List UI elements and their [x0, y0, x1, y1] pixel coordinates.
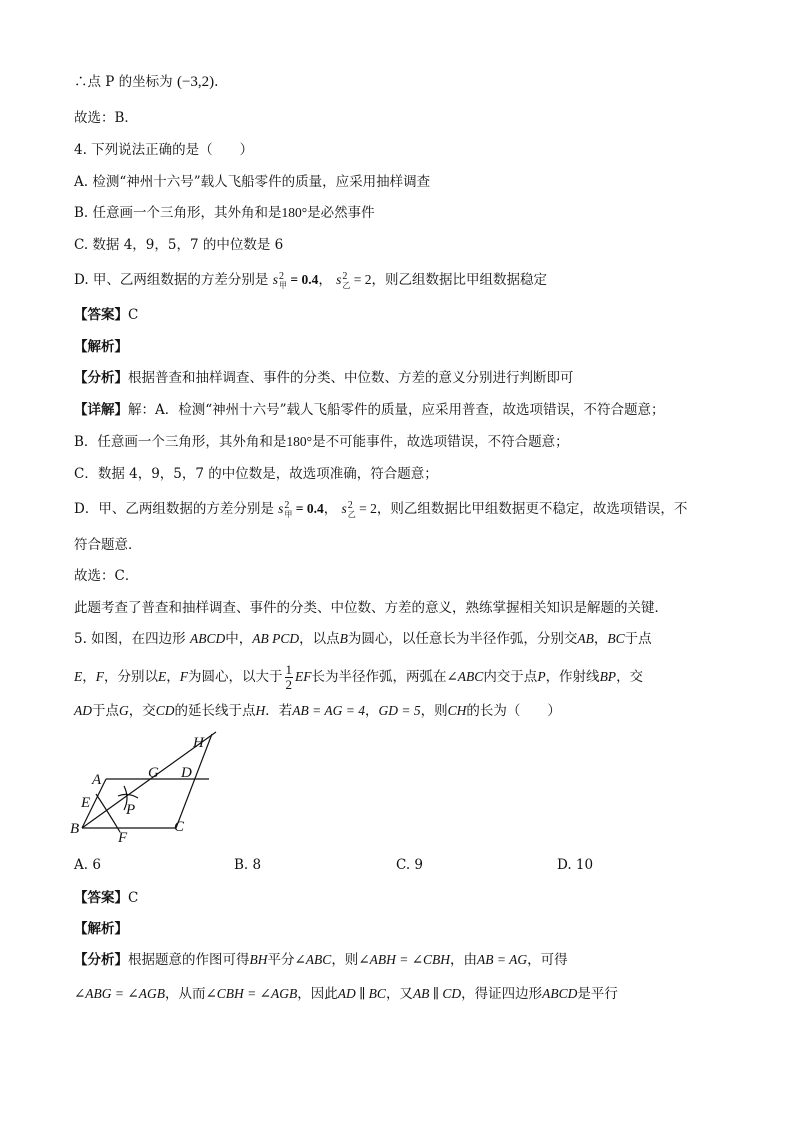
q5-analysis-heading: 【解析】: [74, 921, 128, 937]
q5-geometry-figure: [66, 728, 226, 846]
q4-detail-d: D．甲、乙两组数据的方差分别是 s 2 甲 = 0.4， s 2 乙 = 2，则乙组数据比甲组数据更不稳定，故选项错误，不: [74, 499, 688, 519]
q4-option-d: D. 甲、乙两组数据的方差分别是 s 2 甲 = 0.4， s 2 乙 = 2，则乙组数据比甲组数据稳定: [74, 270, 548, 290]
q4-choose: 故选：C．: [74, 568, 139, 584]
q3-coordinate-line: ∴点 P 的坐标为 (−3,2).: [74, 74, 219, 90]
q4-detail-a: 【详解】解：A．检测“神州十六号”载人飞船零件的质量，应采用普查，故选项错误，不符合题意；: [74, 402, 665, 418]
arc-EF: [96, 794, 120, 832]
label-B: B: [70, 821, 80, 837]
q5-option-b: B. 8: [234, 857, 262, 873]
q5-option-a: A. 6: [74, 857, 101, 873]
q3-coordinate: (−3,2): [176, 74, 215, 90]
q4-option-c: C. 数据 4，9，5，7 的中位数是 6: [74, 237, 284, 253]
label-G: G: [148, 765, 159, 781]
q4-answer: 【答案】C: [74, 307, 139, 323]
label-P: P: [126, 802, 136, 818]
label-A: A: [92, 772, 102, 788]
q5-option-d: D. 10: [557, 857, 594, 873]
q3-choose: 故选：B．: [74, 110, 138, 126]
q5-option-c: C. 9: [396, 857, 424, 873]
q4-detail-b: B．任意画一个三角形，其外角和是180°是不可能事件，故选项错误，不符合题意；: [74, 434, 569, 450]
q5-fenxi-line1: 【分析】根据题意的作图可得BH平分∠ABC，则∠ABH = ∠CBH，由AB = AG，可得: [74, 952, 568, 968]
label-D: D: [181, 765, 192, 781]
label-C: C: [174, 819, 185, 835]
q4-detail-d-cont: 符合题意．: [74, 537, 142, 553]
q4-summary: 此题考查了普查和抽样调查、事件的分类、中位数、方差的意义，熟练掌握相关知识是解题的关键．: [74, 600, 668, 616]
q5-stem-line3: AD于点G，交CD的延长线于点H．若AB = AG = 4，GD = 5，则CH的长为（ ）: [74, 703, 561, 719]
q4-analysis-heading: 【解析】: [74, 339, 128, 355]
q5-fenxi-line2: ∠ABG = ∠AGB，从而∠CBH = ∠AGB，因此AD ∥ BC，又AB ∥ CD，得证四边形ABCD是平行: [74, 986, 618, 1002]
q4-fenxi: 【分析】根据普查和抽样调查、事件的分类、中位数、方差的意义分别进行判断即可: [74, 370, 574, 386]
label-F: F: [118, 830, 128, 846]
fraction-one-half: $\frac{1}{2}$: [285, 662, 292, 692]
arc-P-1: [118, 794, 138, 798]
label-E: E: [81, 795, 91, 811]
q4-option-b: B. 任意画一个三角形，其外角和是180°是必然事件: [74, 205, 375, 221]
q4-stem: 4. 下列说法正确的是（ ）: [74, 142, 254, 158]
label-H: H: [193, 735, 204, 751]
q5-stem-line2: E，F，分别以E，F为圆心，以大于 $\frac{1}{2}$ EF长为半径作弧，两弧在∠ABC内交于点P，作射线BP，交: [74, 662, 644, 692]
q5-stem-line1: 5. 如图，在四边形 ABCD中，AB PCD，以点B为圆心，以任意长为半径作弧，分别交AB，BC于点: [74, 631, 652, 647]
q5-answer: 【答案】C: [74, 890, 139, 906]
q4-detail-c: C．数据 4，9，5，7 的中位数是，故选项准确，符合题意；: [74, 466, 438, 482]
q4-option-a: A. 检测“神州十六号”载人飞船零件的质量，应采用抽样调查: [74, 174, 431, 190]
